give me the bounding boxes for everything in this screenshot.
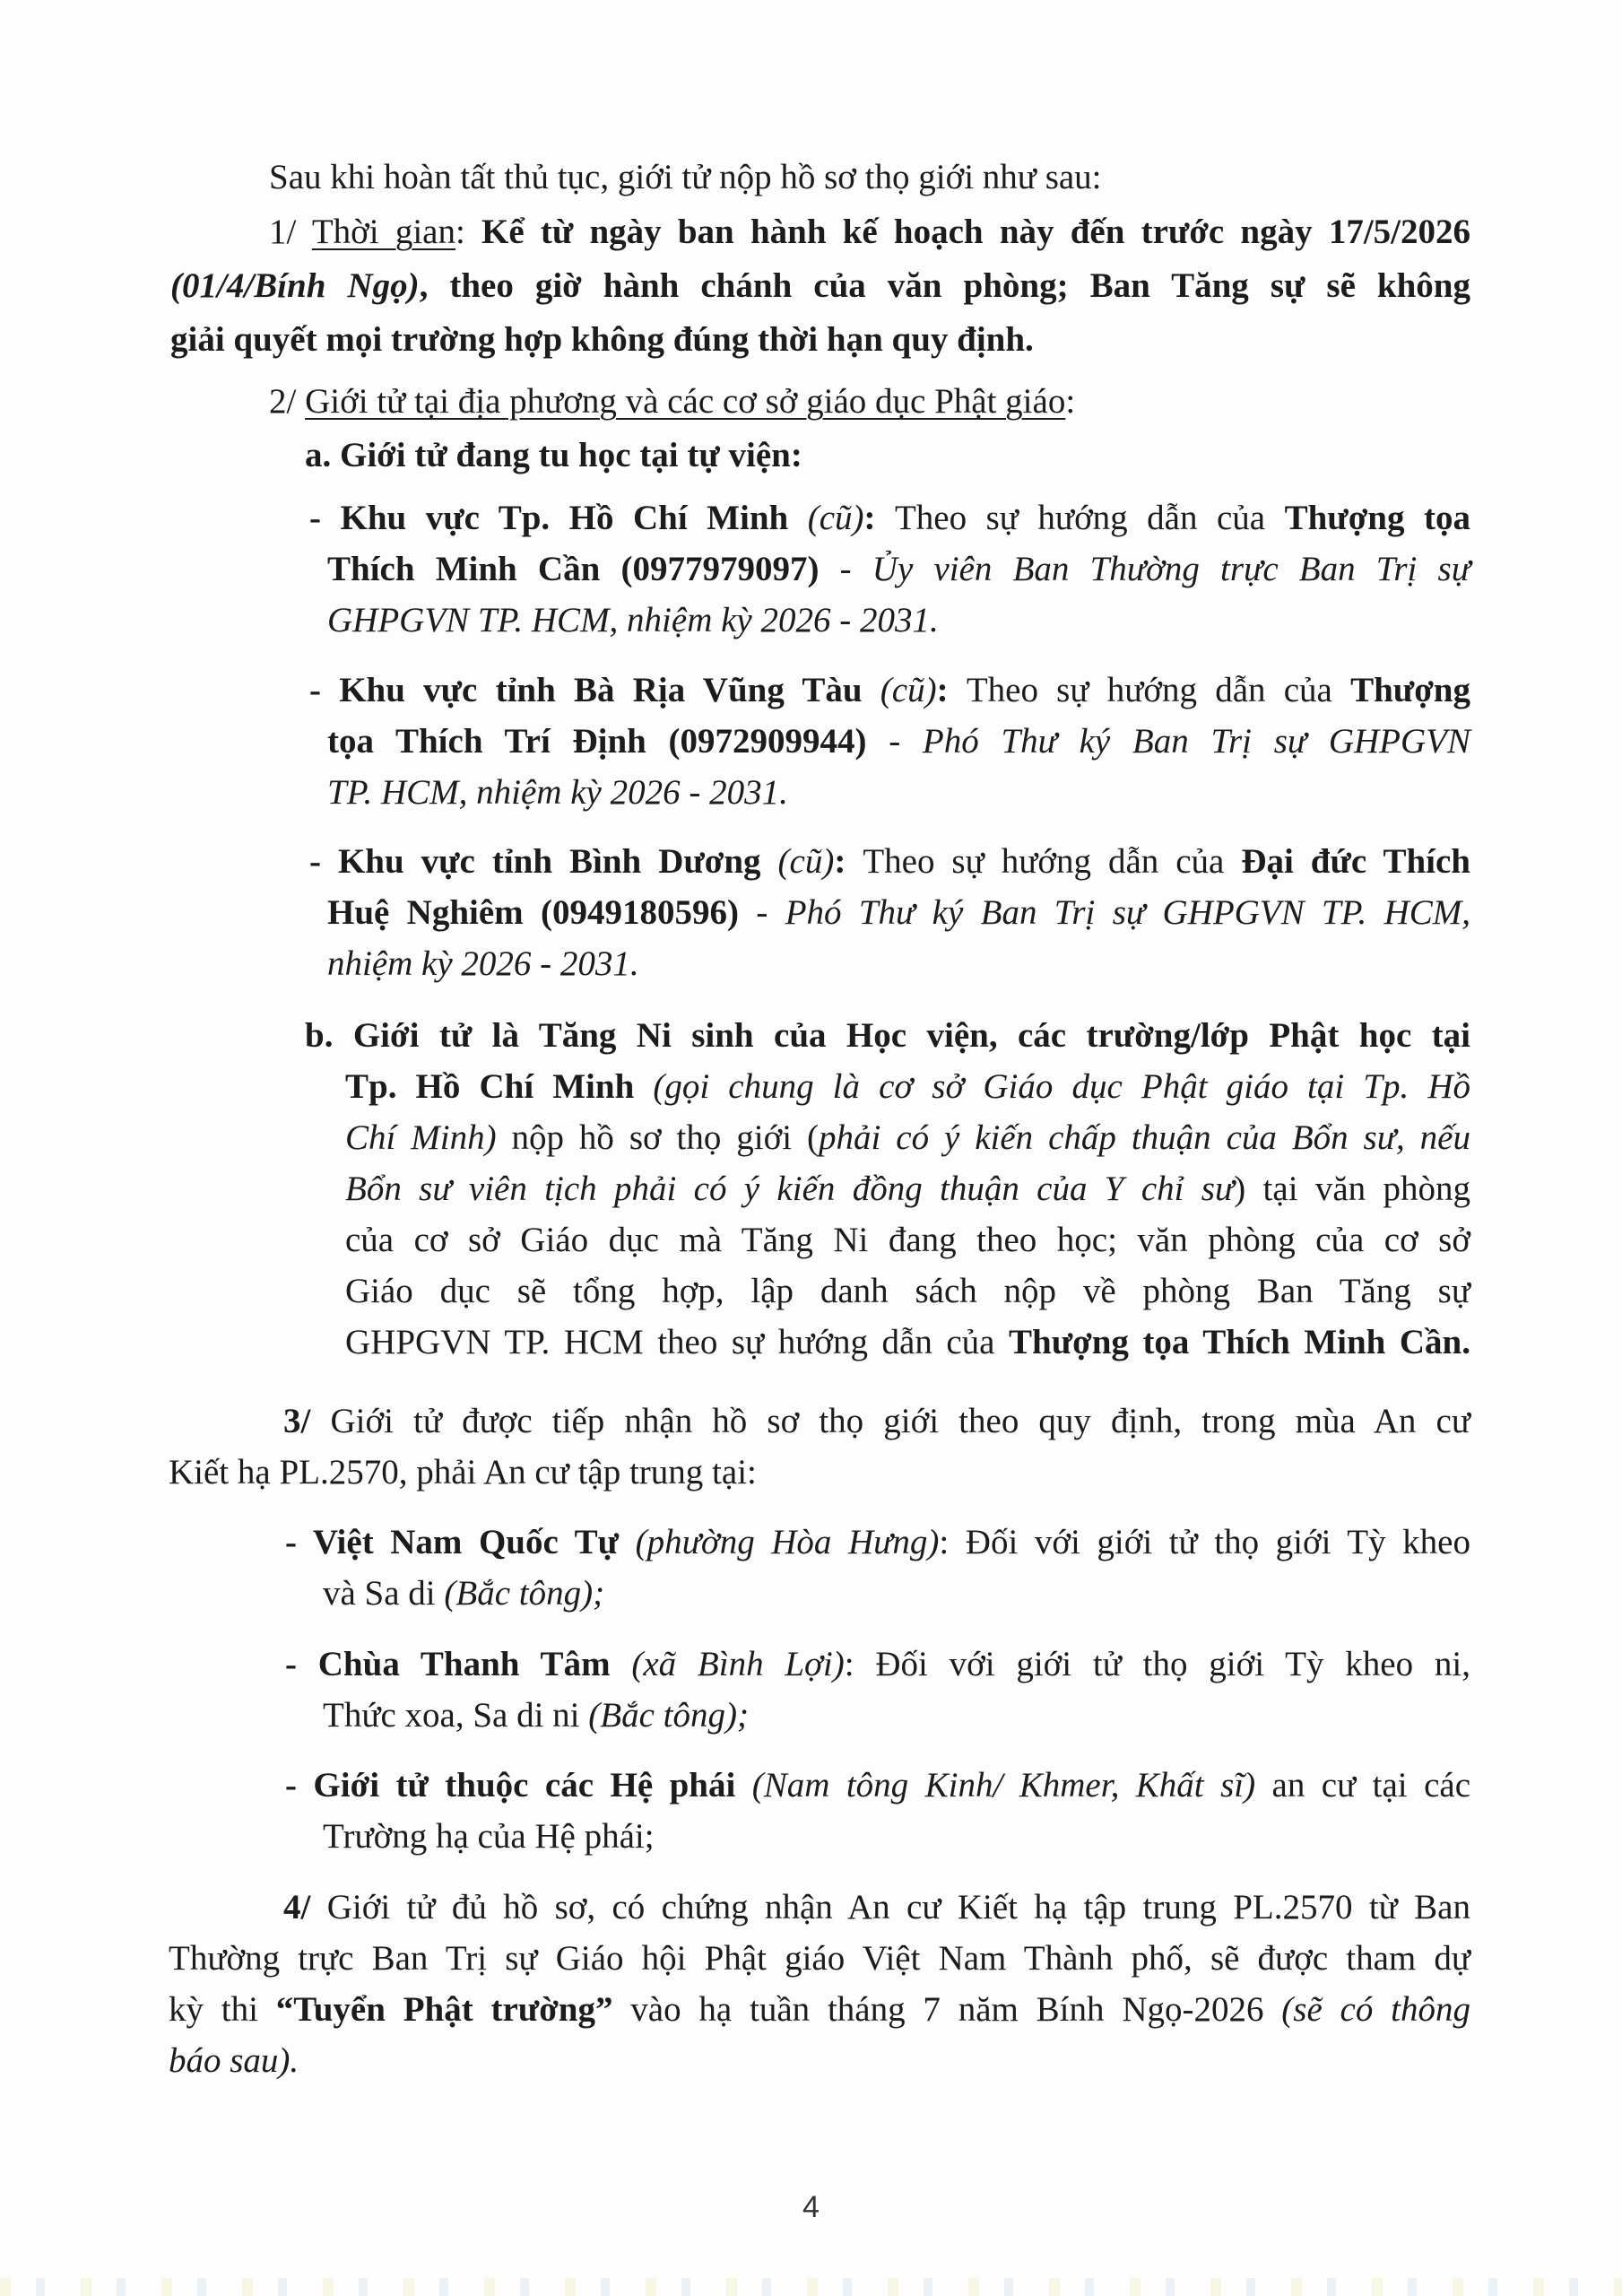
text-run: : xyxy=(936,671,967,709)
text-run: báo sau). xyxy=(169,2041,299,2080)
text-run: Thượng xyxy=(1350,671,1470,709)
text-run: Thượng tọa Thích Minh Cần. xyxy=(1009,1323,1470,1361)
region-brvt-line xyxy=(327,717,1470,767)
text-run: TP. HCM, nhiệm kỳ 2026 - 2031. xyxy=(327,773,788,812)
text-run: (Nam tông Kinh/ Khmer, Khất sĩ) xyxy=(735,1766,1256,1805)
text-run: “Tuyển Phật trường” xyxy=(275,1990,613,2029)
text-run: (cũ) xyxy=(807,499,864,537)
text-run: Tp. Hồ Chí Minh xyxy=(345,1067,635,1106)
text-run: (xã Bình Lợi) xyxy=(610,1645,845,1683)
text-run: Thời gian xyxy=(311,213,455,251)
text-run: của cơ sở Giáo dục mà Tăng Ni đang theo học; văn phòng của cơ sở xyxy=(345,1221,1470,1259)
section-4-line xyxy=(169,1985,1470,2035)
section-1-line xyxy=(170,261,1470,311)
text-run: b. Giới tử là Tăng Ni sinh của Học viện, các trường/lớp Phật học tại xyxy=(305,1016,1470,1055)
text-run: phải có ý kiến chấp thuận của Bổn sư, nếu xyxy=(819,1118,1470,1157)
text-run: Phó Thư ký Ban Trị sự GHPGVN xyxy=(922,722,1470,761)
intro-line xyxy=(269,152,1102,203)
text-run: (01/4/Bính Ngọ) xyxy=(170,266,420,305)
text-run: (Bắc tông); xyxy=(444,1574,605,1613)
subsection-b-line xyxy=(345,1164,1470,1214)
text-run: Giới tử được tiếp nhận hồ sơ thọ giới theo quy định, trong mùa An cư xyxy=(310,1402,1470,1440)
text-run: Theo sự hướng dẫn của xyxy=(894,499,1285,537)
section-2-heading xyxy=(269,377,1075,427)
text-run: Thích Minh Cần (0977979097) xyxy=(327,550,820,588)
location-vnqt-line xyxy=(323,1569,604,1619)
text-run: vào hạ tuần tháng 7 năm Bính Ngọ-2026 xyxy=(612,1990,1282,2029)
text-run: Huệ Nghiêm (0949180596) xyxy=(327,893,739,932)
text-run: và Sa di xyxy=(323,1574,445,1613)
subsection-b-line xyxy=(305,1011,1470,1061)
region-hcm-line xyxy=(327,544,1470,595)
region-hcm-line xyxy=(309,493,1470,544)
text-run: 1/ xyxy=(269,213,312,251)
subsection-b-line xyxy=(345,1113,1470,1163)
subsection-b-line xyxy=(345,1266,1470,1317)
text-run: (phường Hòa Hưng) xyxy=(619,1523,940,1561)
text-run: tọa Thích Trí Định (0972909944) xyxy=(327,722,867,761)
region-brvt-line xyxy=(309,665,1470,716)
text-run: Chí Minh) xyxy=(345,1118,497,1157)
text-run: GHPGVN TP. HCM, nhiệm kỳ 2026 - 2031. xyxy=(327,601,939,639)
text-run: Bổn sư viên tịch phải có ý kiến đồng thuận của Y chỉ sư xyxy=(345,1170,1235,1208)
text-run: 4/ xyxy=(283,1888,311,1926)
text-run: Trường hạ của Hệ phái; xyxy=(323,1817,655,1856)
section-3-line xyxy=(283,1396,1470,1447)
text-run: Ủy viên Ban Thường trực Ban Trị sự xyxy=(872,550,1470,588)
region-brvt-line xyxy=(327,768,788,818)
text-run: - Khu vực Tp. Hồ Chí Minh xyxy=(309,499,808,537)
text-run: - xyxy=(866,722,923,761)
text-run: - Chùa Thanh Tâm xyxy=(285,1645,611,1683)
text-run: Phó Thư ký Ban Trị sự GHPGVN TP. HCM, xyxy=(785,893,1470,932)
text-run: a. Giới tử đang tu học tại tự viện: xyxy=(305,436,802,474)
text-run: - Khu vực tỉnh Bình Dương xyxy=(309,842,778,881)
section-4-line xyxy=(169,1934,1470,1984)
text-run: Thượng tọa xyxy=(1284,499,1470,537)
text-run: : xyxy=(834,842,863,881)
text-run: Kiết hạ PL.2570, phải An cư tập trung tại: xyxy=(169,1453,757,1492)
section-1-line xyxy=(170,315,1034,365)
section-1-line xyxy=(269,207,1470,257)
location-ctt-line xyxy=(285,1639,1470,1690)
text-run: GHPGVN TP. HCM theo sự hướng dẫn của xyxy=(345,1323,1010,1361)
subsection-b-line xyxy=(345,1318,1470,1368)
text-run: 2/ xyxy=(269,382,306,421)
section-3-line xyxy=(169,1448,757,1498)
text-run: (gọi chung là cơ sở Giáo dục Phật giáo tại Tp. Hồ xyxy=(634,1067,1470,1106)
text-run: - xyxy=(819,550,872,588)
text-run: : xyxy=(455,213,482,251)
text-run: (cũ) xyxy=(777,842,835,881)
text-run: Đại đức Thích xyxy=(1241,842,1470,881)
text-run: (cũ) xyxy=(880,671,937,709)
text-run: an cư tại các xyxy=(1255,1766,1471,1805)
text-run: Theo sự hướng dẫn của xyxy=(966,671,1351,709)
text-run: kỳ thi xyxy=(169,1990,276,2029)
location-vnqt-line xyxy=(285,1518,1470,1568)
text-run: : xyxy=(1065,382,1076,421)
subsection-b-line xyxy=(345,1215,1470,1265)
subsection-b-line xyxy=(345,1062,1470,1112)
text-run: : Đối với giới tử thọ giới Tỳ kheo ni, xyxy=(844,1645,1470,1683)
text-run: 3/ xyxy=(283,1402,311,1440)
text-run: : xyxy=(863,499,895,537)
text-run: Giới tử đủ hồ sơ, có chứng nhận An cư Kiết hạ tập trung PL.2570 từ Ban xyxy=(310,1888,1470,1926)
region-bd-line xyxy=(327,939,639,989)
text-run: nhiệm kỳ 2026 - 2031. xyxy=(327,944,639,983)
text-run: Thức xoa, Sa di ni xyxy=(323,1696,589,1735)
text-run: - xyxy=(739,893,785,932)
scan-artifact xyxy=(0,2278,1622,2296)
region-bd-line xyxy=(327,888,1470,938)
text-run: - Giới tử thuộc các Hệ phái xyxy=(285,1766,736,1805)
text-run: Thường trực Ban Trị sự Giáo hội Phật giáo Việt Nam Thành phố, sẽ được tham dự xyxy=(169,1939,1470,1978)
section-4-line xyxy=(169,2036,299,2086)
section-4-line xyxy=(283,1883,1470,1933)
text-run: Kể từ ngày ban hành kế hoạch này đến trước ngày 17/5/2026 xyxy=(481,213,1470,251)
text-run: (sẽ có thông xyxy=(1281,1990,1471,2029)
location-ctt-line xyxy=(323,1691,749,1741)
text-run: : Đối với giới tử thọ giới Tỳ kheo xyxy=(939,1523,1470,1561)
text-run: Giáo dục sẽ tổng hợp, lập danh sách nộp về phòng Ban Tăng sự xyxy=(345,1272,1470,1310)
text-run: Sau khi hoàn tất thủ tục, giới tử nộp hồ sơ thọ giới như sau: xyxy=(269,158,1102,196)
text-run: , theo giờ hành chánh của văn phòng; Ban Tăng sự sẽ không xyxy=(419,266,1470,305)
text-run: ) tại văn phòng xyxy=(1234,1170,1470,1208)
text-run: giải quyết mọi trường hợp không đúng thời hạn quy định. xyxy=(170,320,1034,359)
text-run: - Việt Nam Quốc Tự xyxy=(285,1523,620,1561)
page-number: 4 xyxy=(802,2190,820,2224)
region-hcm-line xyxy=(327,596,939,646)
region-bd-line xyxy=(309,837,1470,887)
text-run: Giới tử tại địa phương và các cơ sở giáo dục Phật giáo xyxy=(305,382,1066,421)
text-run: - Khu vực tỉnh Bà Rịa Vũng Tàu xyxy=(309,671,880,709)
text-run: Theo sự hướng dẫn của xyxy=(863,842,1242,881)
text-run: nộp hồ sơ thọ giới ( xyxy=(496,1118,820,1157)
location-hp-line xyxy=(323,1812,655,1862)
text-run: (Bắc tông); xyxy=(588,1696,749,1735)
subsection-a-heading xyxy=(305,430,802,481)
location-hp-line xyxy=(285,1761,1470,1811)
